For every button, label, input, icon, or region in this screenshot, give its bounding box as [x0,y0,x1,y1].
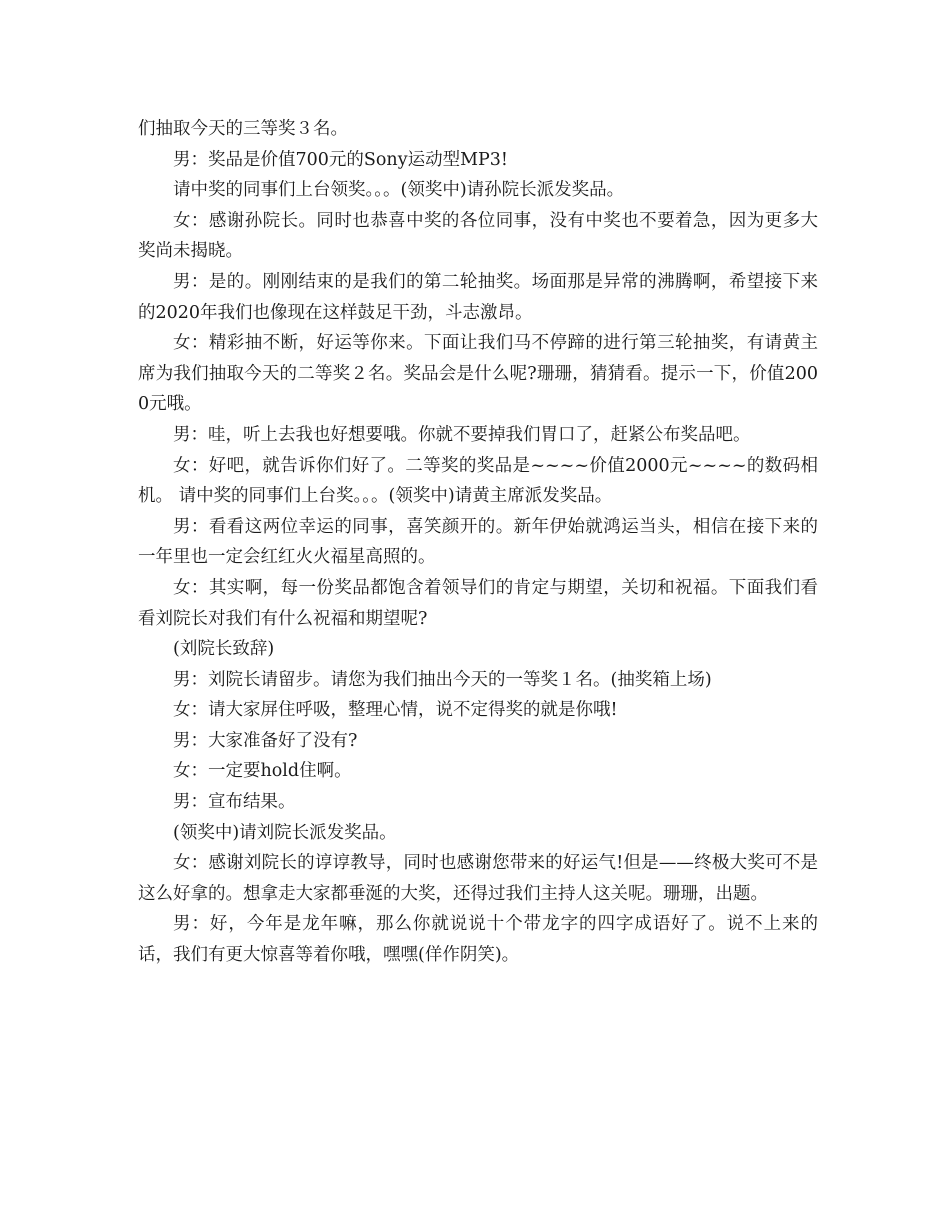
paragraph: 女：感谢孙院长。同时也恭喜中奖的各位同事，没有中奖也不要着急，因为更多大奖尚未揭晓。 [138,210,818,262]
paragraph: 请中奖的同事们上台领奖。。。(领奖中)请孙院长派发奖品。 [173,180,625,201]
paragraph: 男：好，今年是龙年嘛，那么你就说说十个带龙字的四字成语好了。说不上来的话，我们有更大惊喜等着你哦，嘿嘿(佯作阴笑)。 [138,914,818,966]
paragraph: 男：刘院长请留步。请您为我们抽出今天的一等奖１名。(抽奖箱上场) [173,669,712,690]
paragraph: 女：感谢刘院长的谆谆教导，同时也感谢您带来的好运气!但是——终极大奖可不是这么好拿的。想拿走大家都垂涎的大奖，还得过我们主持人这关呢。珊珊，出题。 [138,853,818,904]
paragraph: 男：大家准备好了没有? [173,730,358,751]
paragraph: 男：奖品是价值700元的Sony运动型MP3! [173,149,508,170]
paragraph: 女：请大家屏住呼吸，整理心情，说不定得奖的就是你哦! [173,700,618,721]
paragraph: 男：哇，听上去我也好想要哦。你就不要掉我们胃口了，赶紧公布奖品吧。 [173,424,751,445]
paragraph-continuation: 们抽取今天的三等奖３名。 [138,119,348,139]
paragraph: 男：宣布结果。 [173,792,296,813]
paragraph: 女：精彩抽不断，好运等你来。下面让我们马不停蹄的进行第三轮抽奖，有请黄主席为我们抽取今天的二等奖２名。奖品会是什么呢?珊珊，猜猜看。提示一下，价值2000元哦。 [138,333,818,415]
paragraph: 女：一定要hold住啊。 [173,761,352,782]
paragraph: 女：其实啊，每一份奖品都饱含着领导们的肯定与期望，关切和祝福。下面我们看看刘院长对我们有什么祝福和期望呢? [138,577,818,629]
paragraph: 女：好吧，就告诉你们好了。二等奖的奖品是~~~~价值2000元~~~~的数码相机。 请中奖的同事们上台奖。。。(领奖中)请黄主席派发奖品。 [138,455,818,507]
paragraph: 男：看看这两位幸运的同事，喜笑颜开的。新年伊始就鸿运当头，相信在接下来的一年里也一定会红红火火福星高照的。 [138,516,818,568]
document-body [138,114,818,971]
paragraph: (刘院长致辞) [173,639,275,660]
paragraph: 男：是的。刚刚结束的是我们的第二轮抽奖。场面那是异常的沸腾啊，希望接下来的2020年我们也像现在这样鼓足干劲，斗志激昂。 [138,271,818,323]
paragraph: (领奖中)请刘院长派发奖品。 [173,822,397,843]
